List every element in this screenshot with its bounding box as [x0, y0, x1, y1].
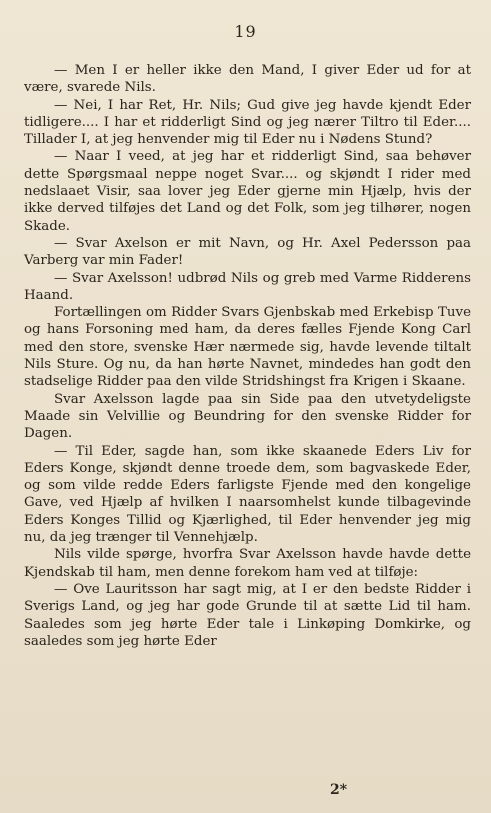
paragraph: — Svar Axelsson! udbrød Nils og greb med Varme Ridderens Haand. [24, 270, 471, 303]
paragraph: — Men I er heller ikke den Mand, I giver Eder ud for at være, svarede Nils. [24, 63, 471, 96]
paragraph: Svar Axelsson lagde paa sin Side paa den utvetydeligste Maade sin Velvillie og Beundring for den svenske Ridder for Dagen. [24, 391, 471, 442]
signature-mark: 2* [330, 782, 348, 798]
paragraph: — Ove Lauritsson har sagt mig, at I er den bedste Ridder i Sverigs Land, og jeg har gode Grunde til at sætte Lid til ham. Saaledes som jeg hørte Eder tale i Linkøping Domkirke, og saaledes som jeg hørte Eder [24, 581, 471, 649]
paragraph: — Svar Axelson er mit Navn, og Hr. Axel Pedersson paa Varberg var min Fader! [24, 235, 471, 269]
paragraph: Fortællingen om Ridder Svars Gjenbskab med Erkebisp Tuve og hans Forsoning med ham, da deres fælles Fjende Kong Carl med den store, svenske Hær nærmede sig, havde levende tiltalt Nils Sture. Og nu, da han hørte Navnet, mindedes han godt den stadselige Ridder paa den vilde Stridshingst fra Krigen i Skaane. [24, 305, 471, 390]
page-number: 19 [234, 22, 257, 41]
paragraph: — Naar I veed, at jeg har et ridderligt Sind, saa behøver dette Spørgsmaal neppe noget Svar.... og skjøndt I rider med nedslaaet Visir, saa lover jeg Eder gjerne min Hjælp, hvis der ikke derved tilføjes det Land og det Folk, som jeg tilhører, nogen Skade. [24, 149, 471, 234]
paragraph: Nils vilde spørge, hvorfra Svar Axelsson havde havde dette Kjendskab til ham, men denne forekom ham ved at tilføje: [24, 547, 471, 580]
paragraph: — Til Eder, sagde han, som ikke skaanede Eders Liv for Eders Konge, skjøndt denne troede dem, som bagvaskede Eder, og som vilde redde Eders farligste Fjende med den kongelige Gave, ved Hjælp af hvilken I naarsomhelst kunde tilbagevinde Eders Konges Tillid og Kjærlighed, til Eder henvender jeg mig nu, da jeg trænger til Vennehjælp. [24, 443, 471, 546]
body-text [24, 62, 471, 650]
paragraph: — Nei, I har Ret, Hr. Nils; Gud give jeg havde kjendt Eder tidligere.... I har et ridderligt Sind og jeg nærer Tiltro til Eder.... Tillader I, at jeg henvender mig til Eder nu i Nødens Stund? [24, 97, 471, 148]
